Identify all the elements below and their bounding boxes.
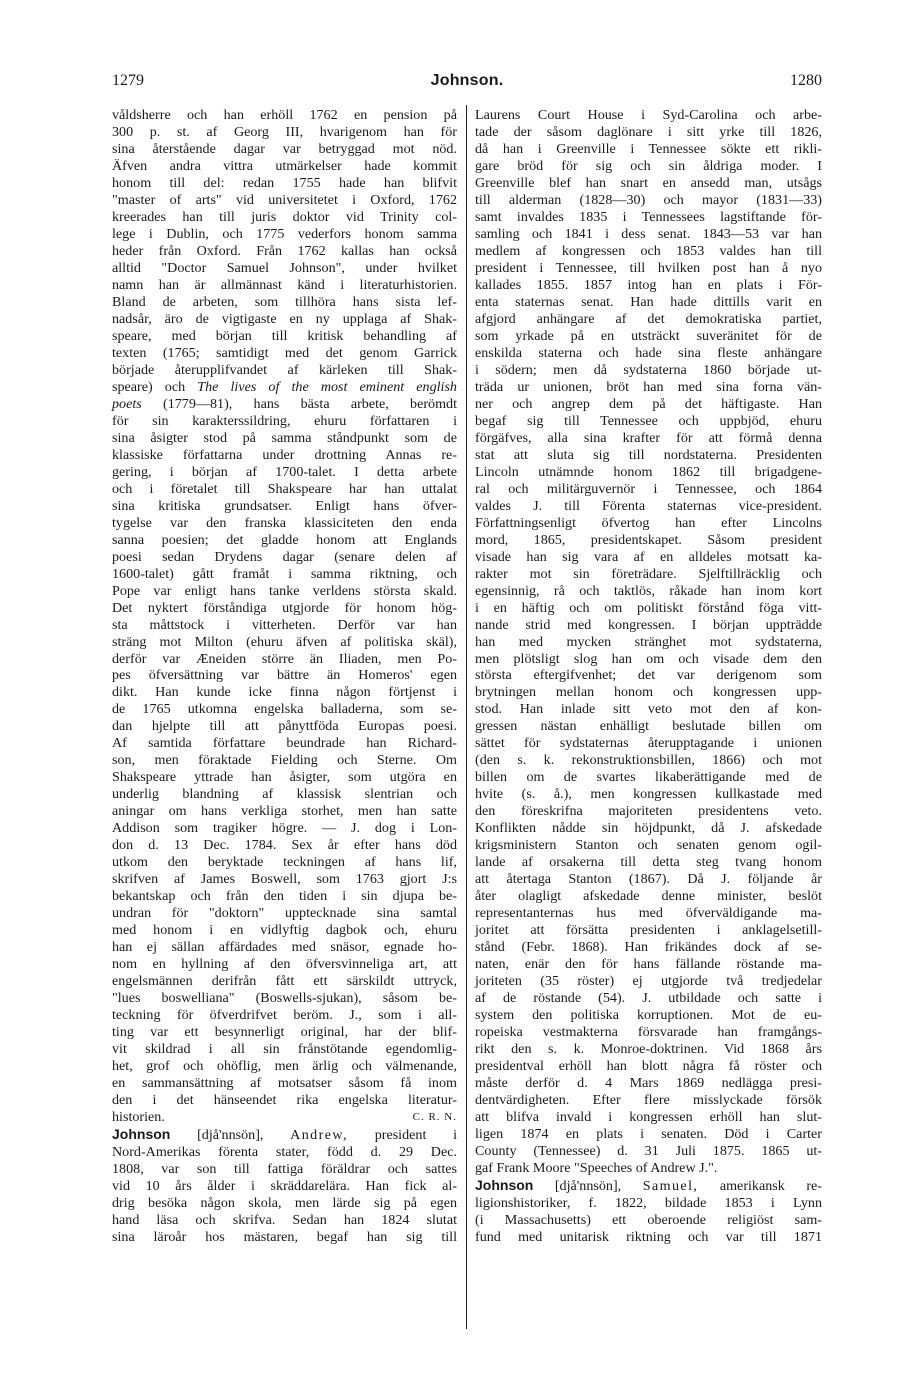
- left-column-text: [112, 107, 457, 1109]
- text-line: ligen 1874 en plats i senaten. Död i Carter: [475, 1126, 822, 1143]
- text-line: sträng mot Milton (ehuru äfven af politiska skäl),: [112, 633, 457, 650]
- text-line: het, grof och ohöflig, men ärlig och välmenande,: [112, 1058, 457, 1075]
- text-line: enta staternas senat. Han hade dittills varit en: [475, 293, 822, 310]
- text-line: medlem af kongressen och 1853 valdes han till: [475, 242, 822, 259]
- text-line: men plötsligt slog han om och visade dem den: [475, 650, 822, 667]
- entry-headword: Johnson: [475, 1177, 534, 1194]
- text-line: Shakspeare yttrade han åsigter, som utgöra en: [112, 769, 457, 786]
- book-title: poets: [112, 395, 142, 412]
- text-line: åter olagligt afskedade denne minister, beslöt: [475, 888, 822, 905]
- text-line: samling och 1841 i dess senat. 1843—53 var han: [475, 225, 822, 242]
- text-line: att blifva invald i kongressen erhöll han slut-: [475, 1109, 822, 1126]
- text-line: president i Tennessee, till hvilken post han å nyo: [475, 259, 822, 276]
- text-line: af de röstande (54). J. utbildade och satte i: [475, 990, 822, 1007]
- left-column: [112, 107, 457, 1246]
- page-number-right: 1280: [790, 72, 822, 89]
- book-title: The lives of the most eminent english: [197, 378, 457, 395]
- text-line: poets (1779—81), hans bästa arbete, berömdt: [112, 395, 457, 412]
- text-line: gering, i början af 1700-talet. I detta arbete: [112, 463, 457, 480]
- text-line: stånd (Febr. 1868). Han frikändes dock af se-: [475, 939, 822, 956]
- right-column-text: [475, 107, 822, 1177]
- text-line: representanternas hus med öfverväldigande ma-: [475, 905, 822, 922]
- text-line: underlig blandning af klassisk slentrian och: [112, 786, 457, 803]
- text-line: brytningen mellan honom och kongressen upp-: [475, 684, 822, 701]
- text-line: att återtaga Stanton (1867). Då J. följande år: [475, 871, 822, 888]
- text-line: joritet att försätta presidenten i anklagelsetill-: [475, 922, 822, 939]
- text-line: enskilda staterna och hade sina fleste anhängare: [475, 344, 822, 361]
- text-line: gressen nästan enhälligt beslutade billen om: [475, 718, 822, 735]
- text-line: samt invaldes 1835 i Tennessees lagstiftande för-: [475, 208, 822, 225]
- text-line: Författningsenligt öfvertog han efter Lincolns: [475, 514, 822, 531]
- text-line: som yrkade på en utsträckt suveränitet för de: [475, 327, 822, 344]
- text-line: kallades 1855. 1857 intog han en plats i För-: [475, 276, 822, 293]
- text-line: våldsherre och han erhöll 1762 en pension på: [112, 107, 457, 123]
- text-line: skrifven af James Boswell, som 1763 gjort J:s: [112, 871, 457, 888]
- text-line: Äfven andra vittra utmärkelser hade kommit: [112, 157, 457, 174]
- entry-andrew-first-line: [112, 1126, 457, 1144]
- text-line: den föreskrifna majoriteten presidentens veto.: [475, 803, 822, 820]
- entry-pronunciation: [djå'nnsön],: [197, 1127, 264, 1144]
- text-line: stat att sluta sig till nordstaterna. Presidenten: [475, 446, 822, 463]
- text-line: Konflikten nådde sin höjdpunkt, då J. afskedade: [475, 820, 822, 837]
- text-line: aningar om hans verkliga storhet, men han satte: [112, 803, 457, 820]
- text-line: honom till del: redan 1755 hade han blifvit: [112, 174, 457, 191]
- entry-forename: Samuel,: [642, 1178, 699, 1195]
- text-line: gaf Frank Moore "Speeches of Andrew J.".: [475, 1160, 718, 1177]
- text-line: vit skildrad i all sin frånstötande egendomlig-: [112, 1041, 457, 1058]
- text-line: sta måttstock i vitterheten. Derför var han: [112, 616, 457, 633]
- page-number-left: 1279: [112, 72, 144, 89]
- text-line: teckning för öfverdrifvet beröm. J., som i all-: [112, 1007, 457, 1024]
- text-line: kreerades han till juris doktor vid Trinity col-: [112, 208, 457, 225]
- text-line: för sin karakterssildring, ehuru författaren i: [112, 412, 457, 429]
- text-line: presidentval erhöll han blott några få röster och: [475, 1058, 822, 1075]
- text-line: Af samtida författare beundrade han Richard-: [112, 735, 457, 752]
- text-line: joriteten (35 röster) ej utgjorde två tredjedelar: [475, 973, 822, 990]
- entry-samuel-text: [475, 1195, 822, 1246]
- text-line: valdes J. till Förenta staternas vice-president.: [475, 497, 822, 514]
- text-line: nom en hyllning af den öfversvinneliga art, att: [112, 956, 457, 973]
- text-line: Addison som tragiker högre. — J. dog i Lon-: [112, 820, 457, 837]
- text-line: vid 10 års ålder i skräddarelära. Han fick al-: [112, 1178, 457, 1195]
- text-line: 1600-talet) gått framåt i samma riktning, och: [112, 565, 457, 582]
- text-line: utkom den beryktade teckningen af hans lif,: [112, 854, 457, 871]
- text-line: hvite (s. å.), men kongressen kullkastade med: [475, 786, 822, 803]
- article-end-line: [112, 1109, 457, 1126]
- text-line: stod. Han inlade sitt veto mot den af kon-: [475, 701, 822, 718]
- entry-first-line-rest: amerikansk re-: [719, 1178, 822, 1195]
- author-signature: C. R. N.: [412, 1111, 457, 1124]
- text-line: heder från Oxford. Från 1762 kallas han också: [112, 242, 457, 259]
- text-line: i södern; men då sydstaterna 1860 började ut-: [475, 361, 822, 378]
- text-line: pes öfversättning var bättre än Homeros' egen: [112, 667, 457, 684]
- text-line: (i Massachusetts) ett oberoende religiöst sam-: [475, 1211, 822, 1228]
- text-line: ral och militärguvernör i Tennessee, och 1864: [475, 480, 822, 497]
- text-line: County (Tennessee) d. 31 Juli 1875. 1865 ut-: [475, 1143, 822, 1160]
- page-header: [112, 72, 822, 94]
- text-line: sina åsigter stod på samma ståndpunkt som de: [112, 429, 457, 446]
- text-line: i en häftig och om politiskt förstånd föga vitt-: [475, 599, 822, 616]
- entry-pronunciation: [djå'nnsön],: [554, 1178, 622, 1195]
- text-line: den i det hänseendet rika engelska literatur-: [112, 1092, 457, 1109]
- text-line: poesi sedan Drydens dagar (senare delen af: [112, 548, 457, 565]
- text-line: sina läroår hos mästaren, begaf han sig till: [112, 1228, 457, 1245]
- text-line: sanna poesien; det gladde honom att Englands: [112, 531, 457, 548]
- text-line: nande strid med kongressen. I början uppträdde: [475, 616, 822, 633]
- text-line: visade han sig vara af en alldeles motsatt ka-: [475, 548, 822, 565]
- text-line: hand läsa och skrifva. Sedan han 1824 slutat: [112, 1211, 457, 1228]
- text-line: dan hjelpte till att pånyttföda Europas poesi.: [112, 718, 457, 735]
- text-line: måste derför d. 4 Mars 1869 nedlägga presi-: [475, 1075, 822, 1092]
- text-line: ting var ett besynnerligt original, har der blif-: [112, 1024, 457, 1041]
- text-line: son, men föraktade Fielding och Sterne. Om: [112, 752, 457, 769]
- text-line: speare, med början till kritisk behandling af: [112, 327, 457, 344]
- text-line: system den politiska korruptionen. Mot de eu-: [475, 1007, 822, 1024]
- text-line: började återupplifvandet af kärleken till Shak-: [112, 361, 457, 378]
- text-line: Nord-Amerikas förenta stater, född d. 29 Dec.: [112, 1144, 457, 1161]
- text-line: förgäfves, alla sina krafter för att förmå denna: [475, 429, 822, 446]
- text-line: dentvärdigheten. Efter flere misslyckade försök: [475, 1092, 822, 1109]
- text-line: de 1765 utkomna engelska balladerna, som se-: [112, 701, 457, 718]
- text-line: med honom i en vidlyftig dagbok och, ehuru: [112, 922, 457, 939]
- text-line: begaf sig till Tennessee och uppbjöd, ehuru: [475, 412, 822, 429]
- text-line: lege i Dublin, och 1775 vederfors honom samma: [112, 225, 457, 242]
- entry-forename: Andrew,: [290, 1127, 348, 1144]
- text-line: namn han är allmännast känd i literaturhistorien.: [112, 276, 457, 293]
- text-line: afgjord anhängare af det demokratiska partiet,: [475, 310, 822, 327]
- text-line: 300 p. st. af Georg III, hvarigenom han för: [112, 123, 457, 140]
- entry-first-line-rest: president i: [374, 1127, 458, 1144]
- text-line: speare) och The lives of the most eminent english: [112, 378, 457, 395]
- text-line: ropeiska vestmakterna försvarade han framgångs-: [475, 1024, 822, 1041]
- text-line: tygelse var den franska klassiciteten den enda: [112, 514, 457, 531]
- text-line: nadsår, äro de vigtigaste en ny upplaga af Shak-: [112, 310, 457, 327]
- text-line: Bland de arbeten, som tillhöra hans sista lef-: [112, 293, 457, 310]
- text-line: gare bröd för sig och sin åldriga moder. I: [475, 157, 822, 174]
- text-line: Lincoln utnämnde honom 1862 till brigadgene-: [475, 463, 822, 480]
- article-final-word: historien.: [112, 1109, 165, 1126]
- text-line: bekantskap och från den tiden i sin djupa be-: [112, 888, 457, 905]
- right-column: [475, 107, 822, 1246]
- text-line: alltid "Doctor Samuel Johnson", under hvilket: [112, 259, 457, 276]
- text-line: och i företalet till Shakspeare har han uttalat: [112, 480, 457, 497]
- text-line: mord, 1865, presidentskapet. Såsom president: [475, 531, 822, 548]
- running-head: Johnson.: [430, 72, 504, 89]
- text-line: 1808, var son till fattiga föräldrar och sattes: [112, 1161, 457, 1178]
- text-line: naten, enär den för hans fällande röstande ma-: [475, 956, 822, 973]
- text-line: "lues boswelliana" (Boswells-sjukan), såsom be-: [112, 990, 457, 1007]
- entry-headword: Johnson: [112, 1126, 171, 1143]
- text-line: Det nyktert förståndiga utgjorde för honom hög-: [112, 599, 457, 616]
- text-line: då han i Greenville i Tennessee sökte ett rikli-: [475, 140, 822, 157]
- text-line: billen om de svartes likaberättigande med de: [475, 769, 822, 786]
- text-line: fund med unitarisk riktning och var till 1871: [475, 1228, 822, 1245]
- text-line: ligionshistoriker, f. 1822, bildade 1853 i Lynn: [475, 1195, 822, 1211]
- text-line: texten (1765; samtidigt med det genom Garrick: [112, 344, 457, 361]
- text-line: undran för "doktorn" upptecknade sina samtal: [112, 905, 457, 922]
- text-line: rakter mot sin företrädare. Sjelftillräcklig och: [475, 565, 822, 582]
- text-line: största eftergifvenhet; det var derigenom som: [475, 667, 822, 684]
- text-line: engelsmännen derifrån fått ett särskildt uttryck,: [112, 973, 457, 990]
- text-line: don d. 13 Dec. 1784. Sex år efter hans död: [112, 837, 457, 854]
- text-line: derför var Æneiden större än Iliaden, men Po-: [112, 650, 457, 667]
- text-line: ner och angrep dem på det häftigaste. Han: [475, 395, 822, 412]
- text-line: till alderman (1828—30) och mayor (1831—33): [475, 191, 822, 208]
- text-line: klassiske författarna under drottning Annas re-: [112, 446, 457, 463]
- text-line: Laurens Court House i Syd-Carolina och arbe-: [475, 107, 822, 123]
- text-line: han ej sällan affärdades med snäsor, egnade ho-: [112, 939, 457, 956]
- text-line: egensinnig, rå och taktlös, råkade han inom kort: [475, 582, 822, 599]
- text-line: en sammansättning af motsatser såsom få inom: [112, 1075, 457, 1092]
- text-line: träda ur unionen, bröt han med sina forna vän-: [475, 378, 822, 395]
- text-line: han med mycken stränghet mot sydstaterna,: [475, 633, 822, 650]
- text-line: tade der såsom daglönare i sitt yrke till 1826,: [475, 123, 822, 140]
- text-line: drig besöka någon skola, men lärde sig på egen: [112, 1195, 457, 1211]
- text-line: dikt. Han kunde icke finna någon förtjenst i: [112, 684, 457, 701]
- text-line: sättet för sydstaternas återupptagande i unionen: [475, 735, 822, 752]
- text-line: sina kritiska grundsatser. Enligt hans öfver-: [112, 497, 457, 514]
- text-line: Greenville blef han snart en ansedd man, utsågs: [475, 174, 822, 191]
- text-line: krigsministern Stanton och senaten genom ogil-: [475, 837, 822, 854]
- text-line: Pope var enligt hans tanke verldens största skald.: [112, 582, 457, 599]
- entry-samuel-first-line: [475, 1177, 822, 1195]
- entry-andrew-text: [112, 1144, 457, 1246]
- text-line: rikt den s. k. Monroe-doktrinen. Vid 1868 års: [475, 1041, 822, 1058]
- text-line: (den s. k. rekonstruktionsbillen, 1866) och mot: [475, 752, 822, 769]
- text-line: sina återstående dagar var betryggad mot nöd.: [112, 140, 457, 157]
- text-line: lande af orsakerna till detta steg tvang honom: [475, 854, 822, 871]
- column-divider: [466, 105, 467, 1329]
- text-line: "master of arts" vid universitetet i Oxford, 1762: [112, 191, 457, 208]
